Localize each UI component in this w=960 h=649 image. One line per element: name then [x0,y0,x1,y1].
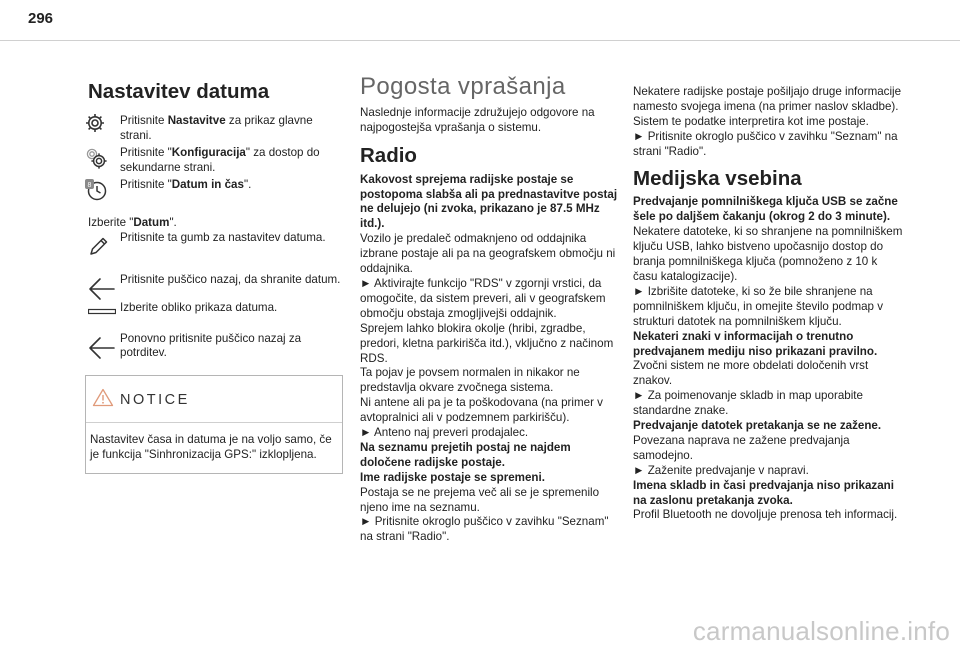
radio-answer-line: Sistem te podatke interpretira kot ime postaje. [633,114,869,128]
watermark: carmanualsonline.info [692,616,950,646]
radio-answer-line: Ta pojav je povsem normalen in nikakor ne predstavlja okvare zvočnega sistema. [360,366,580,395]
pencil-icon [88,231,120,257]
media-question-4: Imena skladb in časi predvajanja niso prikazani na zaslonu pretakanja zvoka. [633,478,894,507]
radio-answer-line: Nekatere radijske postaje pošiljajo druge informacije namesto svojega imena (na primer naslov skladbe). [633,85,902,113]
svg-text:8: 8 [87,181,92,189]
step-date-time [88,178,343,202]
media-answer-line: ► Izbrišite datoteke, ki so že bile shranjene na pomnilniškem ključu, in omejite število podmap v strukturi datotek na pomnilniškem ključu. [633,284,884,328]
select-bold: Datum [133,215,170,229]
radio-answer-line: Sprejem lahko blokira okolje (hribi, zgradbe, predori, kletna parkirišča itd.), vključno z načinom RDS. [360,321,614,365]
step-date-post: ". [243,177,252,191]
select-post: ". [169,215,177,229]
media-question-2: Nekateri znaki v informacijah o trenutno predvajanem mediju niso prikazani pravilno. [633,329,878,358]
page-number: 296 [28,10,54,27]
media-answer-line: ► Zaženite predvajanje v napravi. [633,463,809,477]
step-settings-bold: Nastavitve [167,114,226,127]
notice-title: NOTICE [120,392,190,409]
radio-answer-line: ► Pritisnite okroglo puščico v zavihku "Seznam" na strani "Radio". [633,129,898,158]
step-back-confirm-text: Ponovno pritisnite puščico nazaj za potrditev. [120,331,302,360]
step-date-bold: Datum in čas [171,177,244,191]
back-arrow-icon [88,273,120,301]
radio-answer-line: Ni antene ali pa je ta poškodovana (na primer v avtopralnici ali v podzemnem parkirišču). [360,396,603,425]
step-config-post: " za dostop do sekundarne strani. [120,145,320,174]
media-answer-line: Zvočni sistem ne more obdelati določenih vrst znakov. [633,359,869,388]
column-media [633,85,903,523]
section-title-media: Medijska vsebina [633,166,802,190]
notice-box [85,375,343,474]
step-config-pre: Pritisnite " [120,145,172,159]
radio-answer-line: Postaja se ne prejema več ali se je spremenilo njeno ime na seznamu. [360,485,600,514]
clock-icon [84,178,120,202]
step-pencil [88,231,343,257]
radio-question-1: Kakovost sprejema radijske postaje se postopoma slabša ali pa prednastavitve postaj ne delujejo (ni zvoka, prikazano je 87.5 MHz itd.). [360,172,618,231]
step-back-save-text: Pritisnite puščico nazaj, da shranite datum. [120,272,341,286]
radio-question-2: Na seznamu prejetih postaj ne najdem določene radijske postaje. [360,440,571,469]
section-title-date: Nastavitev datuma [88,80,270,103]
column-date-settings [88,80,343,474]
media-answer-line: Profil Bluetooth ne dovoljuje prenosa teh informacij. [633,508,898,522]
step-config-bold: Konfiguracija [171,145,246,159]
gear-double-icon [84,146,120,170]
step-settings-post: za prikaz glavne strani. [120,114,313,142]
step-format [88,301,343,316]
step-format-text: Izberite obliko prikaza datuma. [120,300,278,314]
radio-answer-line: Vozilo je predaleč odmaknjeno od oddajnika izbrane postaje ali pa na geografskem območju ni oddajnika. [360,232,616,276]
step-pencil-text: Pritisnite ta gumb za nastavitev datuma. [120,230,326,244]
gear-icon [84,112,120,134]
notice-text: Nastavitev časa in datuma je na voljo samo, če je funkcija "Sinhronizacija GPS:" izklopljena. [90,433,332,462]
back-arrow-icon [88,332,120,360]
media-answer-line: Nekatere datoteke, ki so shranjene na pomnilniškem ključu USB, lahko bistveno upočasnijo dostop do branja pomnilniškega ključa (pomnoženo z 10 k času katalogizacije). [633,225,903,283]
radio-question-3: Ime radijske postaje se spremeni. [360,470,545,484]
media-answer-line: Povezana naprava ne zažene predvajanja samodejno. [633,433,850,462]
section-title-radio: Radio [360,143,417,167]
step-back-confirm [88,332,343,362]
format-bar-icon [88,301,120,316]
step-configuration [88,146,343,176]
select-pre: Izberite " [88,215,134,229]
step-date-pre: Pritisnite " [120,177,172,191]
step-back-save [88,273,343,301]
notice-header [86,376,342,423]
radio-answer-line: ► Aktivirajte funkcijo "RDS" v zgornji vrstici, da omogočite, da sistem preveri, ali v geografskem območju obstaja zmogljivejši oddajnik. [360,276,606,320]
media-question-3: Predvajanje datotek pretakanja se ne zažene. [633,419,882,433]
section-title-faq: Pogosta vprašanja [360,73,566,100]
faq-intro: Naslednje informacije združujejo odgovore na najpogostejša vprašanja o sistemu. [360,105,595,134]
select-date-line [88,216,343,231]
media-answer-line: ► Za poimenovanje skladb in map uporabite standardne znake. [633,389,863,418]
radio-answer-line: ► Pritisnite okroglo puščico v zavihku "Seznam" na strani "Radio". [360,515,609,544]
warning-triangle-icon [92,388,114,412]
step-settings-pre: Pritisnite [120,114,168,127]
step-settings [88,114,343,144]
column-faq [360,73,618,545]
radio-answer-line: ► Anteno naj preveri prodajalec. [360,426,529,440]
media-question-1: Predvajanje pomnilniškega ključa USB se začne šele po daljšem čakanju (okrog 2 do 3 minute). [633,195,898,224]
header-rule [0,40,960,41]
